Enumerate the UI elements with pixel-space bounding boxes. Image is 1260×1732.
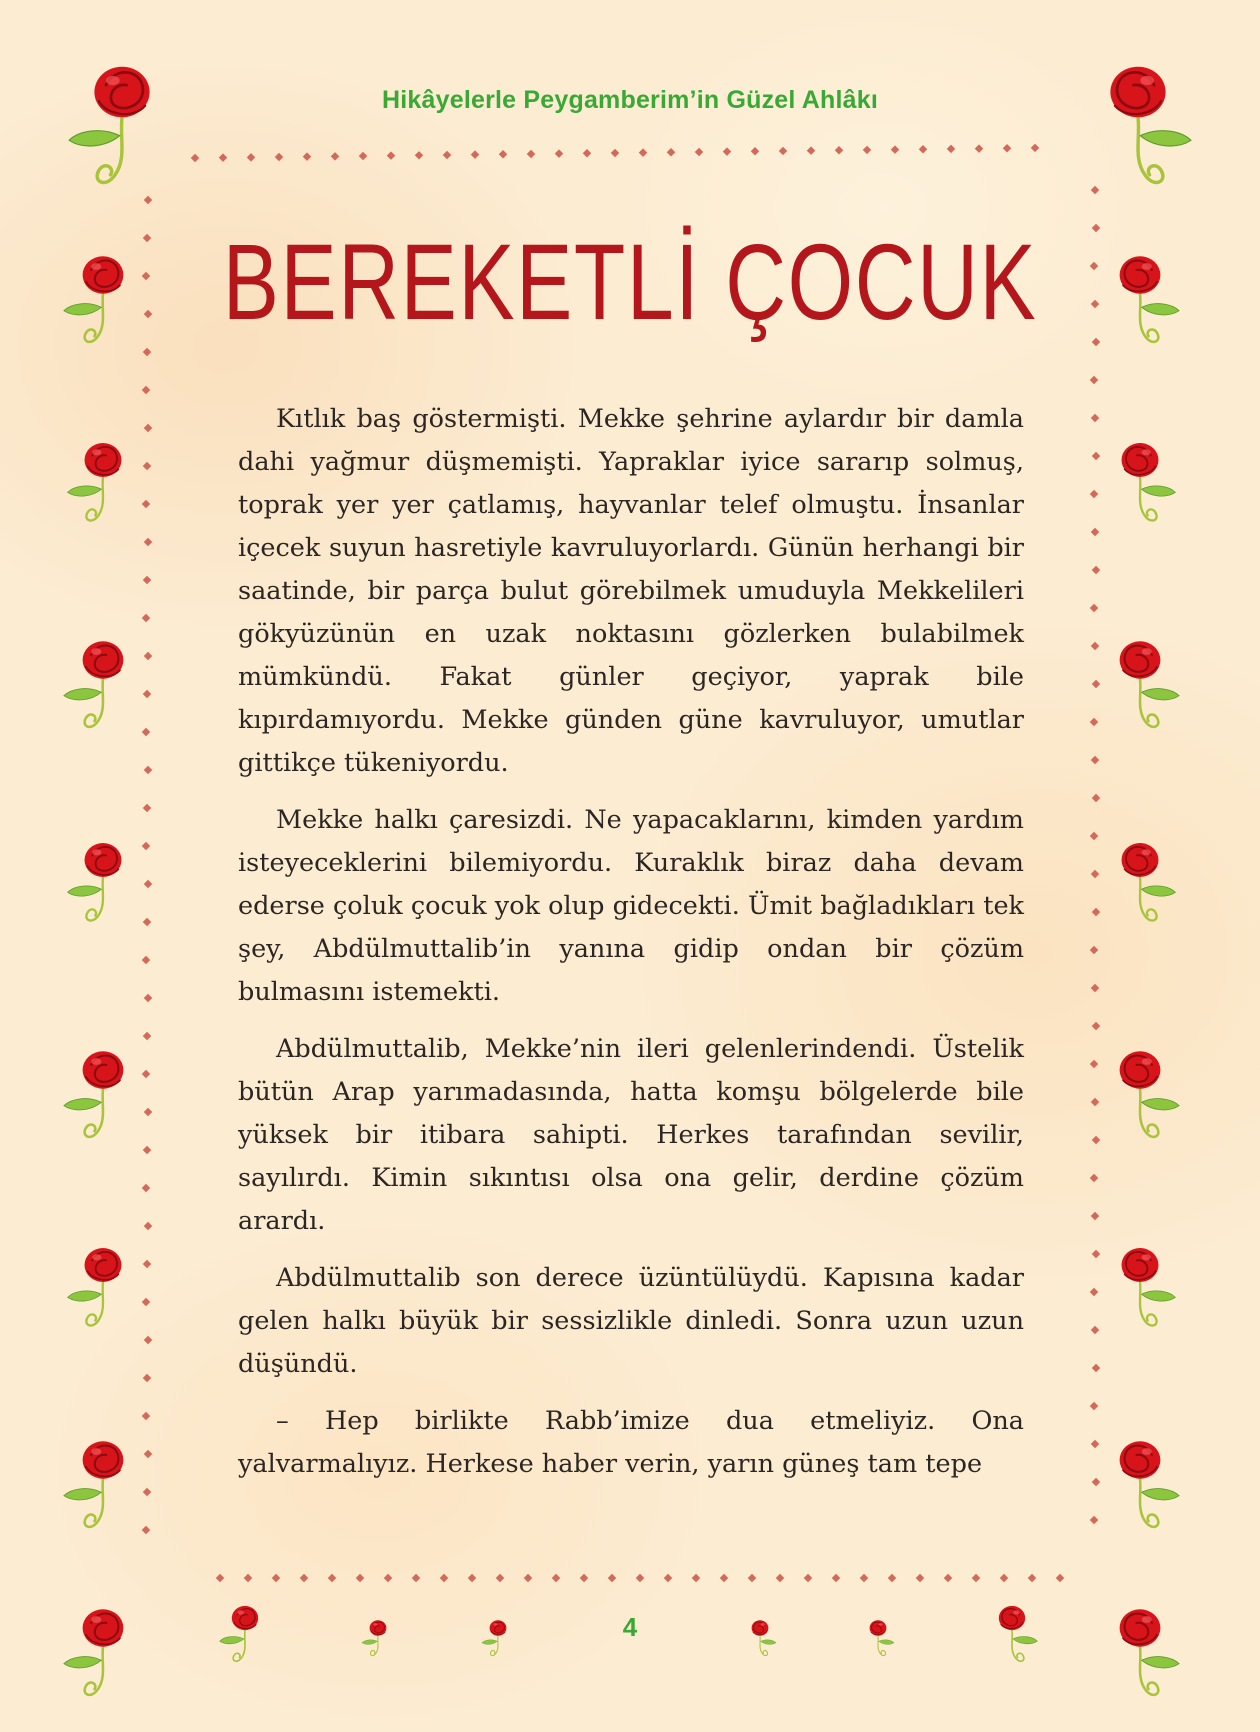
dot-icon (720, 1574, 728, 1582)
dot-icon (779, 147, 787, 155)
dot-icon (1090, 1402, 1098, 1410)
dot-icon (1090, 376, 1098, 384)
dot-icon (975, 144, 983, 152)
dot-icon (1091, 984, 1099, 992)
page-number: 4 (622, 1612, 638, 1642)
dot-icon (144, 538, 152, 546)
dot-icon (776, 1574, 784, 1582)
dot-icon (143, 462, 151, 470)
dot-icon (142, 614, 150, 622)
dot-icon (1090, 718, 1098, 726)
rose-icon (64, 256, 124, 342)
dot-icon (1091, 1326, 1099, 1334)
dot-icon (1003, 144, 1011, 152)
rose-icon (1122, 443, 1176, 521)
dot-icon (1091, 642, 1099, 650)
dot-icon (608, 1574, 616, 1582)
rose-icon (1122, 1248, 1176, 1326)
dot-icon (144, 424, 152, 432)
dot-icon (723, 147, 731, 155)
dot-icon (1090, 832, 1098, 840)
dot-icon (144, 994, 152, 1002)
dot-icon (143, 348, 151, 356)
dot-icon (144, 1336, 152, 1344)
dot-icon (1090, 490, 1098, 498)
dot-icon (1056, 1574, 1064, 1582)
dot-icon (1092, 1250, 1100, 1258)
dot-icon (944, 1574, 952, 1582)
book-title-header: Hikâyelerle Peygamberim’in Güzel Ahlâkı (382, 86, 878, 114)
dot-icon (1092, 794, 1100, 802)
dot-icon (1090, 1174, 1098, 1182)
rose-icon (1120, 1441, 1180, 1527)
dot-icon (972, 1574, 980, 1582)
dot-icon (328, 1574, 336, 1582)
rose-icon (68, 843, 122, 921)
dot-icon (191, 154, 199, 162)
paragraph: – Hep birlikte Rabb’imize dua etmeliyiz. Ona yalvarmalıyız. Herkese haber verin, yarın güneş tam tepe (238, 1406, 1024, 1479)
dot-icon (356, 1574, 364, 1582)
story-body (238, 398, 1024, 1500)
dot-icon (415, 151, 423, 159)
rose-icon (1110, 67, 1191, 183)
dot-icon (580, 1574, 588, 1582)
dot-icon (1091, 186, 1099, 194)
dot-icon (143, 1260, 151, 1268)
dot-icon (835, 146, 843, 154)
dot-icon (1031, 144, 1039, 152)
dot-icon (639, 148, 647, 156)
dot-icon (247, 153, 255, 161)
dot-icon (272, 1574, 280, 1582)
dot-icon (387, 151, 395, 159)
dot-icon (1092, 1136, 1100, 1144)
dot-icon (412, 1574, 420, 1582)
dot-icon (692, 1574, 700, 1582)
dot-icon (144, 1450, 152, 1458)
dot-icon (142, 386, 150, 394)
dot-icon (1090, 604, 1098, 612)
dot-icon (384, 1574, 392, 1582)
rose-icon (64, 641, 124, 727)
dot-icon (143, 918, 151, 926)
dot-icon (143, 1032, 151, 1040)
dot-icon (468, 1574, 476, 1582)
dot-icon (142, 1298, 150, 1306)
dot-icon (667, 148, 675, 156)
dot-icon (748, 1574, 756, 1582)
dot-icon (144, 652, 152, 660)
paragraph: Abdülmuttalib son derece üzüntülüydü. Kapısına kadar gelen halkı büyük bir sessizlikle dinledi. Sonra uzun uzun düşündü. (238, 1263, 1024, 1379)
dot-icon (807, 146, 815, 154)
dot-icon (143, 1488, 151, 1496)
dot-icon (471, 150, 479, 158)
dot-icon (583, 149, 591, 157)
dot-icon (499, 150, 507, 158)
dot-icon (524, 1574, 532, 1582)
dot-icon (1091, 1440, 1099, 1448)
dot-icon (219, 153, 227, 161)
dot-icon (552, 1574, 560, 1582)
dot-icon (695, 148, 703, 156)
dot-icon (1091, 756, 1099, 764)
dot-icon (496, 1574, 504, 1582)
rose-icon (1120, 256, 1180, 342)
dot-icon (888, 1574, 896, 1582)
rose-icon (1120, 1051, 1180, 1137)
dot-icon (142, 500, 150, 508)
dot-icon (359, 152, 367, 160)
dot-icon (1091, 414, 1099, 422)
dot-icon (144, 196, 152, 204)
dot-icon (832, 1574, 840, 1582)
dot-icon (1090, 946, 1098, 954)
dot-icon (143, 1374, 151, 1382)
rose-icon (64, 1441, 124, 1527)
dot-icon (1092, 1022, 1100, 1030)
dot-icon (1092, 908, 1100, 916)
dot-icon (860, 1574, 868, 1582)
dot-icon (1090, 1288, 1098, 1296)
dot-icon (142, 1526, 150, 1534)
dot-icon (331, 152, 339, 160)
dot-icon (142, 842, 150, 850)
paragraph: Mekke halkı çaresizdi. Ne yapacaklarını, kimden yardım isteyeceklerini bilemiyordu. Kuraklık biraz daha devam ederse çoluk çocuk yok olup gidecekti. Ümit bağladıkları tek şey, Abdülmuttalib’in yanına gidip ondan bir çözüm bulmasını istemekti. (238, 805, 1024, 1007)
dot-icon (143, 804, 151, 812)
rose-icon (1122, 843, 1176, 921)
dot-icon (804, 1574, 812, 1582)
dot-icon (1092, 1478, 1100, 1486)
dot-icon (664, 1574, 672, 1582)
dot-icon (1091, 1098, 1099, 1106)
dot-icon (919, 145, 927, 153)
dot-icon (440, 1574, 448, 1582)
dot-icon (916, 1574, 924, 1582)
dot-icon (1091, 528, 1099, 536)
dot-icon (611, 149, 619, 157)
dot-icon (142, 956, 150, 964)
dot-icon (1091, 870, 1099, 878)
paragraph: Kıtlık baş göstermişti. Mekke şehrine aylardır bir damla dahi yağmur düşmemişti. Yapraklar iyice sararıp solmuş, toprak yer yer çatlamış, hayvanlar telef olmuştu. İnsanlar içecek suyun hasretiyle kavruluyorlardı. Günün herhangi bir saatinde, bir parça bulut görebilmek umuduyla Mekkelileri gökyüzünün en uzak noktasını gözlerken bulabilmek mümkündü. Fakat günler geçiyor, yaprak bile kıpırdamıyordu. Mekke günden güne kavruluyor, umutlar gittikçe tükeniyordu. (238, 404, 1024, 778)
dot-icon (555, 149, 563, 157)
dot-icon (142, 1070, 150, 1078)
dot-icon (143, 1146, 151, 1154)
rose-icon (64, 1051, 124, 1137)
dot-icon (244, 1574, 252, 1582)
dot-icon (303, 152, 311, 160)
dot-icon (751, 147, 759, 155)
dot-icon (142, 1184, 150, 1192)
dot-icon (1092, 1364, 1100, 1372)
chapter-title: BEREKETLİ ÇOCUK (222, 221, 1038, 342)
dot-icon (1091, 1212, 1099, 1220)
dot-icon (275, 153, 283, 161)
dot-icon (144, 880, 152, 888)
dot-icon (143, 690, 151, 698)
dot-icon (636, 1574, 644, 1582)
dot-icon (1090, 1516, 1098, 1524)
dot-icon (1028, 1574, 1036, 1582)
dot-icon (300, 1574, 308, 1582)
rose-icon (68, 1248, 122, 1326)
dot-icon (443, 151, 451, 159)
rose-icon (69, 67, 150, 183)
rose-icon (68, 443, 122, 521)
dot-icon (144, 766, 152, 774)
dot-icon (947, 145, 955, 153)
dot-icon (1092, 452, 1100, 460)
dot-icon (143, 576, 151, 584)
dot-icon (1090, 1060, 1098, 1068)
paragraph: Abdülmuttalib, Mekke’nin ileri gelenlerindendi. Üstelik bütün Arap yarımadasında, hatta komşu bölgelerde bile yüksek bir itibara sahipti. Herkes tarafından sevilir, sayılırdı. Kimin sıkıntısı olsa ona gelir, derdine çözüm arardı. (238, 1034, 1024, 1236)
dot-icon (891, 145, 899, 153)
dot-icon (527, 150, 535, 158)
dot-icon (216, 1574, 224, 1582)
dot-icon (142, 728, 150, 736)
dot-icon (863, 146, 871, 154)
dot-icon (144, 1222, 152, 1230)
dot-icon (144, 1108, 152, 1116)
dot-icon (1092, 680, 1100, 688)
dot-icon (142, 1412, 150, 1420)
dot-icon (1092, 566, 1100, 574)
dot-icon (1000, 1574, 1008, 1582)
rose-icon (1120, 641, 1180, 727)
